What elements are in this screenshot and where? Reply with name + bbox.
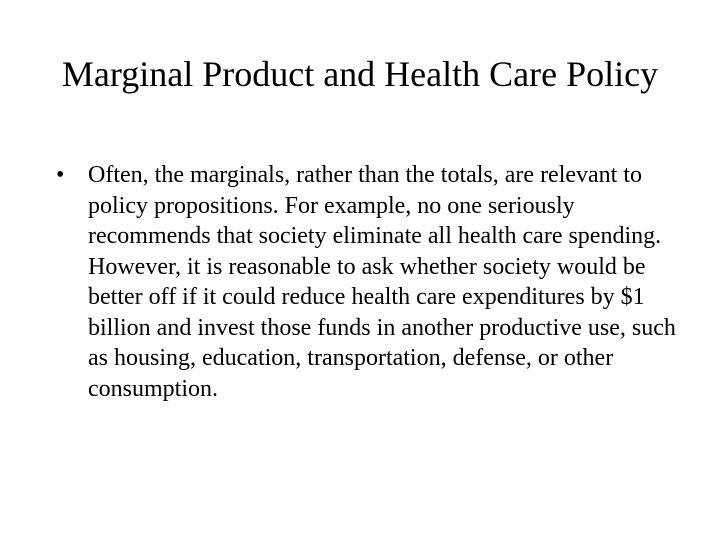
- slide-title: Marginal Product and Health Care Policy: [61, 54, 659, 94]
- bullet-item: [56, 160, 676, 404]
- bullet-list: [56, 160, 676, 404]
- bullet-text: Often, the marginals, rather than the totals, are relevant to policy propositions. For example, no one seriously recommends that society eliminate all health care spending. However, it is reasonable to ask whether society would be better off if it could reduce health care expenditures by $1 billion and invest those funds in another productive use, such as housing, education, transportation, defense, or other consumption.: [88, 162, 676, 402]
- bullet-marker: •: [56, 162, 65, 188]
